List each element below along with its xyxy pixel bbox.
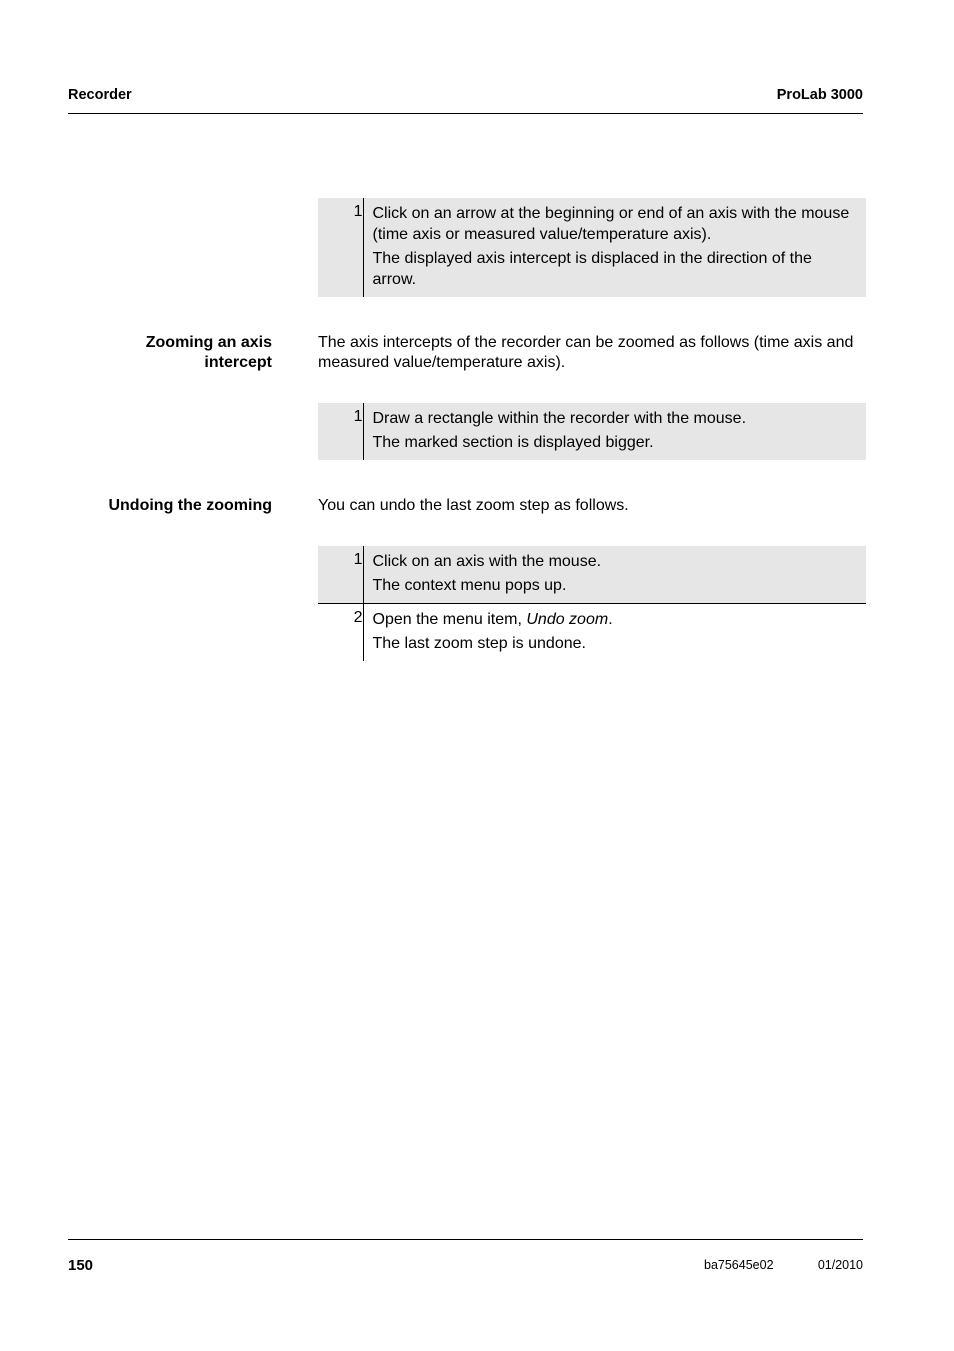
- header-rule: [68, 113, 863, 114]
- step-text: [363, 403, 866, 460]
- steps-table-undo: [318, 546, 866, 661]
- step-row: [318, 403, 866, 460]
- footer-rule: [68, 1239, 863, 1240]
- page-number: 150: [68, 1257, 94, 1274]
- step-row: [318, 546, 866, 604]
- step-text: [363, 198, 866, 297]
- zoom-intro-paragraph: The axis intercepts of the recorder can be zoomed as follows (time axis and measured value/temperature axis).: [318, 334, 854, 371]
- section-heading-undo: Undoing the zooming: [108, 497, 272, 514]
- running-header-section: Recorder: [68, 87, 132, 103]
- section-heading-zoom: Zooming an axis intercept: [145, 334, 272, 371]
- step-text: [363, 546, 866, 604]
- document-date: 01/2010: [817, 1258, 863, 1272]
- step-number: 1: [353, 408, 363, 425]
- step-instruction: Open the menu item, Undo zoom.: [372, 611, 613, 628]
- step-result: The marked section is displayed bigger.: [372, 434, 654, 451]
- step-result: The last zoom step is undone.: [372, 635, 586, 652]
- step-number: 1: [353, 551, 363, 568]
- undo-intro-paragraph: You can undo the last zoom step as follows.: [318, 497, 629, 514]
- step-row: [318, 604, 866, 662]
- step-result: The displayed axis intercept is displaced in the direction of the arrow.: [372, 250, 812, 288]
- step-number: 2: [353, 609, 363, 626]
- steps-table-zoom: [318, 403, 866, 460]
- step-instruction: Click on an arrow at the beginning or end of an axis with the mouse (time axis or measured value/temperature axis).: [372, 205, 850, 243]
- running-header-product: ProLab 3000: [776, 87, 863, 103]
- document-code: ba75645e02: [704, 1258, 774, 1272]
- step-instruction: Draw a rectangle within the recorder with the mouse.: [372, 410, 747, 427]
- step-row: [318, 198, 866, 297]
- step-number: 1: [353, 203, 363, 220]
- menu-item-reference: Undo zoom: [526, 611, 609, 628]
- step-result: The context menu pops up.: [372, 577, 567, 594]
- steps-table-axis-shift: [318, 198, 866, 297]
- step-instruction: Click on an axis with the mouse.: [372, 553, 602, 570]
- step-text: [363, 604, 866, 662]
